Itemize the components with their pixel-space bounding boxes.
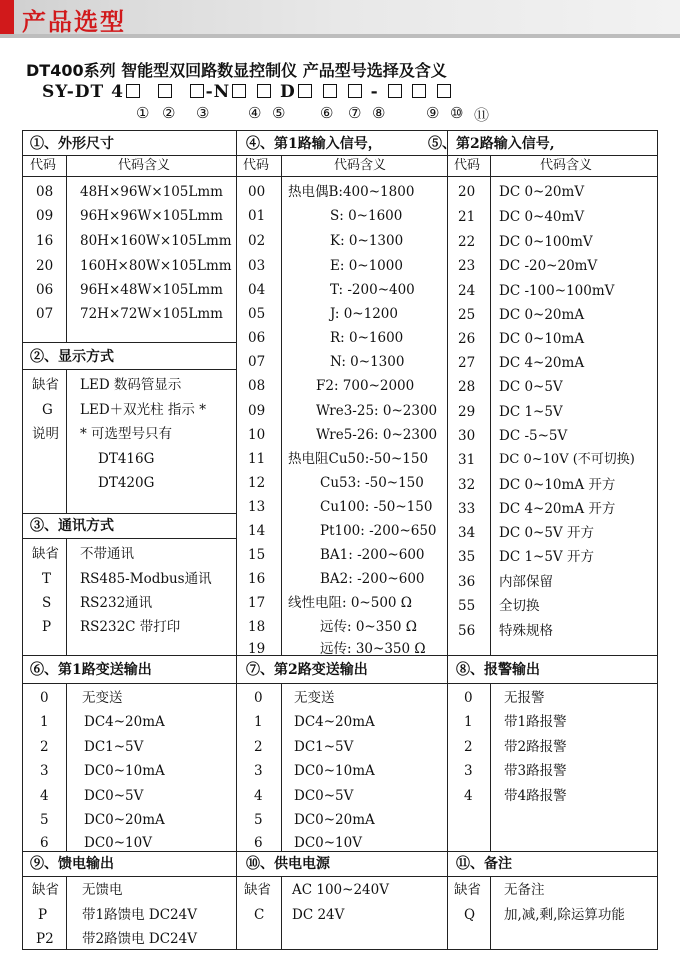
meaning-cell: F2: 700~2000 (316, 378, 415, 394)
code-cell: 2 (464, 739, 473, 755)
meaning-cell: 96H×96W×105Lmm (80, 208, 223, 224)
code-cell: S (42, 595, 52, 611)
position-number: ⑦ (348, 104, 362, 122)
code-cell: 0 (464, 690, 473, 706)
code-cell: 34 (458, 525, 476, 541)
slot-box (158, 84, 172, 98)
divider (22, 513, 236, 514)
code-cell: 09 (36, 208, 54, 224)
section-title: ⑥、第1路变送输出 (30, 662, 152, 678)
slot-box (323, 84, 337, 98)
meaning-cell: DC0~10V (84, 835, 152, 851)
code-cell: T (42, 571, 52, 587)
code-cell: 08 (248, 378, 266, 394)
divider (22, 176, 658, 177)
meaning-cell: DC4~20mA (294, 714, 375, 730)
meaning-cell: 72H×72W×105Lmm (80, 306, 223, 322)
code-cell: 07 (36, 306, 54, 322)
code-cell: 13 (248, 499, 266, 515)
meaning-cell: DC0~10mA (84, 763, 165, 779)
code-cell: 1 (254, 714, 263, 730)
meaning-cell: E: 0~1000 (330, 258, 403, 274)
code-cell: 16 (36, 233, 54, 249)
code-cell: 21 (458, 209, 476, 225)
divider (66, 876, 67, 950)
banner-accent (0, 0, 14, 38)
slot-box (437, 84, 451, 98)
meaning-cell: J: 0~1200 (330, 306, 398, 322)
meaning-cell: RS232通讯 (80, 595, 153, 611)
section-title: ⑨、馈电输出 (30, 856, 114, 872)
meaning-cell: DC 0~10mA 开方 (499, 477, 616, 493)
divider (490, 876, 491, 950)
meaning-cell: DC 1~5V (499, 404, 563, 420)
position-number: ③ (196, 104, 210, 122)
code-cell: 5 (40, 812, 49, 828)
model-dash: - (370, 82, 379, 102)
meaning-cell: DC1~5V (294, 739, 354, 755)
meaning-cell: DC 0~10V (不可切换) (499, 452, 635, 467)
code-cell: 33 (458, 501, 476, 517)
code-cell: 07 (248, 354, 266, 370)
code-cell: 03 (248, 258, 266, 274)
divider (490, 683, 491, 851)
column-header: 代码 (243, 158, 270, 173)
section-title: ⑪、备注 (456, 856, 512, 872)
code-cell: 27 (458, 355, 476, 371)
code-cell: 00 (248, 184, 266, 200)
divider (447, 130, 448, 950)
meaning-cell: Pt100: -200~650 (320, 523, 437, 539)
code-cell: 08 (36, 184, 54, 200)
slot-box (298, 84, 312, 98)
section-title: ③、通讯方式 (30, 518, 114, 534)
meaning-cell: 热电偶B:400~1800 (288, 184, 415, 200)
section-banner (0, 0, 680, 38)
meaning-cell: LED 数码管显示 (80, 377, 182, 393)
position-number: ① (136, 104, 150, 122)
divider (66, 538, 67, 655)
page-heading: DT400系列 智能型双回路数显控制仪 产品型号选择及含义 (26, 61, 447, 80)
meaning-cell: 内部保留 (499, 574, 553, 590)
divider (66, 155, 67, 342)
code-cell: 36 (458, 574, 476, 590)
meaning-cell: 远传: 30~350 Ω (320, 641, 426, 657)
divider (66, 683, 67, 851)
meaning-cell: 96H×48W×105Lmm (80, 282, 223, 298)
meaning-cell: 线性电阻: 0~500 Ω (288, 595, 412, 611)
divider (281, 683, 282, 851)
code-cell: 24 (458, 283, 476, 299)
meaning-cell: K: 0~1300 (330, 233, 404, 249)
banner-title: 产品选型 (22, 8, 126, 36)
position-number: ⑤ (272, 104, 286, 122)
code-cell: Q (464, 907, 476, 923)
meaning-cell: RS485-Modbus通讯 (80, 571, 212, 587)
code-cell: 20 (458, 184, 476, 200)
meaning-cell: 无馈电 (82, 882, 123, 898)
divider (281, 155, 282, 655)
section-title: ⑩、供电电源 (246, 856, 330, 872)
meaning-cell: DC0~20mA (84, 812, 165, 828)
code-cell: 2 (40, 739, 49, 755)
meaning-cell: 带4路报警 (504, 788, 567, 804)
code-cell: 04 (248, 282, 266, 298)
column-header: 代码 (454, 158, 481, 173)
meaning-cell: 48H×96W×105Lmm (80, 184, 223, 200)
divider (22, 683, 658, 684)
position-number: ② (162, 104, 176, 122)
meaning-cell: 远传: 0~350 Ω (320, 619, 417, 635)
code-cell: 4 (464, 788, 473, 804)
meaning-cell: DC -5~5V (499, 428, 568, 444)
meaning-cell: DT416G (98, 451, 155, 467)
meaning-cell: BA2: -200~600 (320, 571, 425, 587)
code-cell: 20 (36, 258, 54, 274)
meaning-cell: DC -100~100mV (499, 283, 615, 299)
meaning-cell: 无变送 (82, 690, 123, 706)
meaning-cell: 带1路馈电 DC24V (82, 907, 197, 923)
meaning-cell: AC 100~240V (292, 882, 389, 898)
meaning-cell: 带3路报警 (504, 763, 567, 779)
meaning-cell: DC 0~20mV (499, 184, 585, 200)
code-cell: 22 (458, 234, 476, 250)
meaning-cell: 带2路报警 (504, 739, 567, 755)
meaning-cell: 热电阻Cu50:-50~150 (288, 451, 429, 467)
code-cell: 6 (254, 835, 263, 851)
meaning-cell: 80H×160W×105Lmm (80, 233, 232, 249)
section-title: ⑤、第2路输入信号, (428, 136, 555, 152)
code-cell: 6 (40, 835, 49, 851)
code-cell: 12 (248, 475, 266, 491)
code-cell: 06 (248, 330, 266, 346)
meaning-cell: 加,减,剩,除运算功能 (504, 907, 625, 923)
meaning-cell: Wre3-25: 0~2300 (316, 403, 438, 419)
code-cell: 32 (458, 477, 476, 493)
meaning-cell: R: 0~1600 (330, 330, 404, 346)
column-header: 代码含义 (118, 158, 171, 173)
section-title: ⑧、报警输出 (456, 662, 540, 678)
code-cell: 0 (40, 690, 49, 706)
code-cell: G (42, 402, 53, 418)
position-number: ④ (248, 104, 262, 122)
divider (22, 876, 658, 877)
model-n: -N (205, 82, 231, 102)
slot-box (388, 84, 402, 98)
meaning-cell: BA1: -200~600 (320, 547, 425, 563)
slot-box (232, 84, 246, 98)
meaning-cell: * 可选型号只有 (80, 426, 173, 442)
code-cell: 2 (254, 739, 263, 755)
model-prefix: SY-DT 4 (42, 82, 124, 102)
position-number: ⑥ (320, 104, 334, 122)
meaning-cell: DC0~10mA (294, 763, 375, 779)
code-cell: P (38, 907, 48, 923)
meaning-cell: DC 0~10mA (499, 331, 585, 347)
code-cell: 29 (458, 404, 476, 420)
code-cell: 30 (458, 428, 476, 444)
code-cell: 02 (248, 233, 266, 249)
code-cell: 缺省 (32, 882, 59, 898)
section-title: ④、第1路输入信号， (246, 136, 382, 152)
slot-box (126, 84, 140, 98)
code-cell: 3 (464, 763, 473, 779)
meaning-cell: 带2路馈电 DC24V (82, 931, 197, 947)
meaning-cell: DC 4~20mA 开方 (499, 501, 616, 517)
meaning-cell: 带1路报警 (504, 714, 567, 730)
code-cell: 10 (248, 427, 266, 443)
slot-box (190, 84, 204, 98)
code-cell: 28 (458, 379, 476, 395)
divider (66, 369, 67, 513)
model-d: D (280, 82, 296, 102)
meaning-cell: DC0~5V (294, 788, 354, 804)
divider (281, 876, 282, 950)
meaning-cell: 无变送 (294, 690, 335, 706)
code-cell: 缺省 (32, 546, 59, 562)
meaning-cell: DC1~5V (84, 739, 144, 755)
code-cell: 26 (458, 331, 476, 347)
position-number: ⑨ (426, 104, 440, 122)
position-number: ⑪ (474, 106, 490, 124)
position-number: ⑧ (372, 104, 386, 122)
code-cell: 09 (248, 403, 266, 419)
code-cell: 缺省 (32, 377, 59, 393)
code-cell: 06 (36, 282, 54, 298)
code-cell: P2 (36, 931, 54, 947)
code-cell: 05 (248, 306, 266, 322)
code-cell: 18 (248, 619, 266, 635)
meaning-cell: 无备注 (504, 882, 545, 898)
code-cell: 0 (254, 690, 263, 706)
meaning-cell: RS232C 带打印 (80, 619, 181, 635)
meaning-cell: 160H×80W×105Lmm (80, 258, 232, 274)
code-cell: 1 (40, 714, 49, 730)
divider (22, 155, 658, 156)
meaning-cell: DT420G (98, 475, 155, 491)
code-cell: 15 (248, 547, 266, 563)
code-cell: 56 (458, 623, 476, 639)
section-title: ①、外形尺寸 (30, 136, 114, 152)
code-cell: 5 (254, 812, 263, 828)
slot-box (257, 84, 271, 98)
meaning-cell: DC 0~100mV (499, 234, 593, 250)
divider (22, 369, 236, 370)
code-cell: 4 (254, 788, 263, 804)
code-cell: 说明 (32, 426, 59, 442)
meaning-cell: DC0~20mA (294, 812, 375, 828)
meaning-cell: LED＋双光柱 指示 * (80, 402, 206, 418)
code-cell: C (254, 907, 265, 923)
meaning-cell: DC 0~5V (499, 379, 563, 395)
meaning-cell: 特殊规格 (499, 623, 553, 639)
code-cell: 31 (458, 452, 476, 468)
meaning-cell: 不带通讯 (80, 546, 134, 562)
code-cell: 14 (248, 523, 266, 539)
code-cell: P (42, 619, 52, 635)
slot-box (348, 84, 362, 98)
model-code (42, 82, 453, 102)
meaning-cell: Cu100: -50~150 (320, 499, 433, 515)
column-header: 代码含义 (540, 158, 593, 173)
code-cell: 3 (40, 763, 49, 779)
meaning-cell: Wre5-26: 0~2300 (316, 427, 438, 443)
meaning-cell: DC 0~40mV (499, 209, 585, 225)
meaning-cell: DC 4~20mA (499, 355, 585, 371)
meaning-cell: S: 0~1600 (330, 208, 403, 224)
meaning-cell: DC 24V (292, 907, 345, 923)
code-cell: 25 (458, 307, 476, 323)
meaning-cell: N: 0~1300 (330, 354, 405, 370)
meaning-cell: DC -20~20mV (499, 258, 598, 274)
meaning-cell: 无报警 (504, 690, 545, 706)
position-number: ⑩ (450, 104, 464, 122)
code-cell: 01 (248, 208, 266, 224)
meaning-cell: DC 0~20mA (499, 307, 585, 323)
meaning-cell: DC0~5V (84, 788, 144, 804)
code-cell: 1 (464, 714, 473, 730)
code-cell: 11 (248, 451, 266, 467)
code-cell: 16 (248, 571, 266, 587)
divider (236, 130, 237, 950)
meaning-cell: Cu53: -50~150 (320, 475, 424, 491)
code-cell: 35 (458, 549, 476, 565)
code-cell: 缺省 (244, 882, 271, 898)
meaning-cell: 全切换 (499, 598, 540, 614)
meaning-cell: T: -200~400 (330, 282, 415, 298)
meaning-cell: DC0~10V (294, 835, 362, 851)
code-cell: 19 (248, 641, 266, 657)
divider (22, 342, 236, 343)
section-title: ②、显示方式 (30, 349, 114, 365)
divider (22, 538, 236, 539)
divider (490, 155, 491, 655)
column-header: 代码 (30, 158, 57, 173)
meaning-cell: DC4~20mA (84, 714, 165, 730)
code-cell: 55 (458, 598, 476, 614)
column-header: 代码含义 (334, 158, 387, 173)
code-cell: 缺省 (454, 882, 481, 898)
code-cell: 4 (40, 788, 49, 804)
meaning-cell: DC 1~5V 开方 (499, 549, 594, 565)
code-cell: 3 (254, 763, 263, 779)
slot-box (412, 84, 426, 98)
meaning-cell: DC 0~5V 开方 (499, 525, 594, 541)
code-cell: 23 (458, 258, 476, 274)
code-cell: 17 (248, 595, 266, 611)
section-title: ⑦、第2路变送输出 (246, 662, 368, 678)
